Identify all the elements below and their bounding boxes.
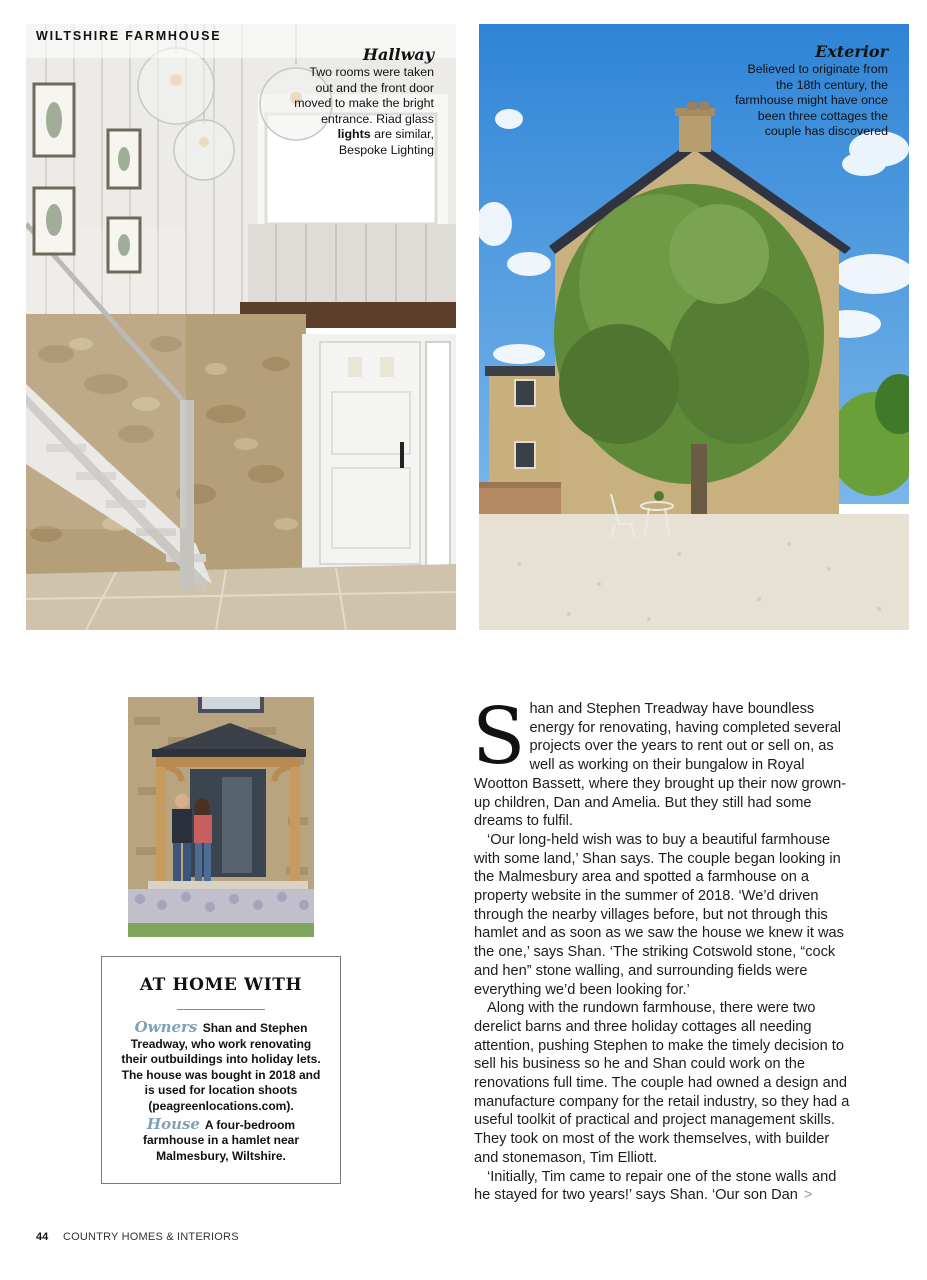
- article-body: [472, 692, 854, 1205]
- article-paragraph-4: ‘Initially, Tim came to repair one of the stone walls and he stayed for two years!’ says Shan. ‘Our son Dan >: [474, 1168, 837, 1204]
- hallway-caption-title: Hallway: [362, 45, 434, 64]
- continue-arrow: >: [803, 1187, 813, 1204]
- owners-photo: [128, 697, 314, 937]
- drop-cap: S: [472, 692, 526, 782]
- house-label: House: [146, 1114, 200, 1133]
- owners-label: Owners: [134, 1018, 198, 1036]
- house-text: A four-bedroom farmhouse in a hamlet near Malmesbury, Wiltshire.: [142, 1117, 300, 1163]
- owners-text: Shan and Stephen Treadway, who work renovating their outbuildings into holiday lets. The house was bought in 2018 and is used for location shoots (peagreenlocations.com).: [121, 1021, 321, 1113]
- page-number: 44: [36, 1231, 49, 1243]
- house-entry: [102, 1114, 340, 1165]
- box-divider: [177, 1009, 265, 1010]
- at-home-with-box: [101, 956, 341, 1184]
- article-paragraph-3: Along with the rundown farmhouse, there were two derelict barns and three holiday cottages all needing attention, pushing Stephen to make the timely decision to sell his business so he and Shan could work on the renovations full time. The couple had owned a design and manufacture company for the retail industry, so they had a useful toolkit of practical and project management skills. They took on most of the work themselves, with builder and stonemason, Tim Elliott.: [474, 1000, 850, 1166]
- exterior-caption: [728, 43, 888, 140]
- section-label: WILTSHIRE FARMHOUSE: [36, 29, 222, 43]
- article-paragraph-2: ‘Our long-held wish was to buy a beautiful farmhouse with some land,’ Shan says. The couple began looking in the Malmesbury area and spotted a farmhouse on a property website in the summer of 2018. ‘We’d driven through the nearby villages before, but not through this hamlet and as soon as we saw the house we knew it was the one,’ says Shan. ‘The striking Cotswold stone, “cock and hen” stone walling, and surrounding fields were everything we’d been looking for.’: [474, 831, 844, 998]
- exterior-caption-text: Believed to originate from the 18th century, the farmhouse might have once been three cottages the couple has discovered: [735, 62, 888, 139]
- hallway-caption-text: Two rooms were taken out and the front door moved to make the bright entrance. Riad glass lights are similar, Bespoke Lighting: [294, 65, 434, 157]
- magazine-name: COUNTRY HOMES & INTERIORS: [63, 1231, 239, 1243]
- article-paragraph-1: Shan and Stephen Treadway have boundless energy for renovating, having completed several projects over the years to rent out or sell on, as well as working on their bungalow in Royal Wootton Bassett, where they brought up their now grown-up children, Dan and Amelia. But they still had some dreams to fulfil.: [472, 692, 847, 830]
- exterior-caption-title: Exterior: [815, 42, 888, 61]
- hallway-caption: [294, 46, 434, 159]
- hallway-caption-bold: lights: [337, 127, 371, 142]
- owners-entry: [102, 1020, 340, 1115]
- box-title: AT HOME WITH: [139, 975, 303, 995]
